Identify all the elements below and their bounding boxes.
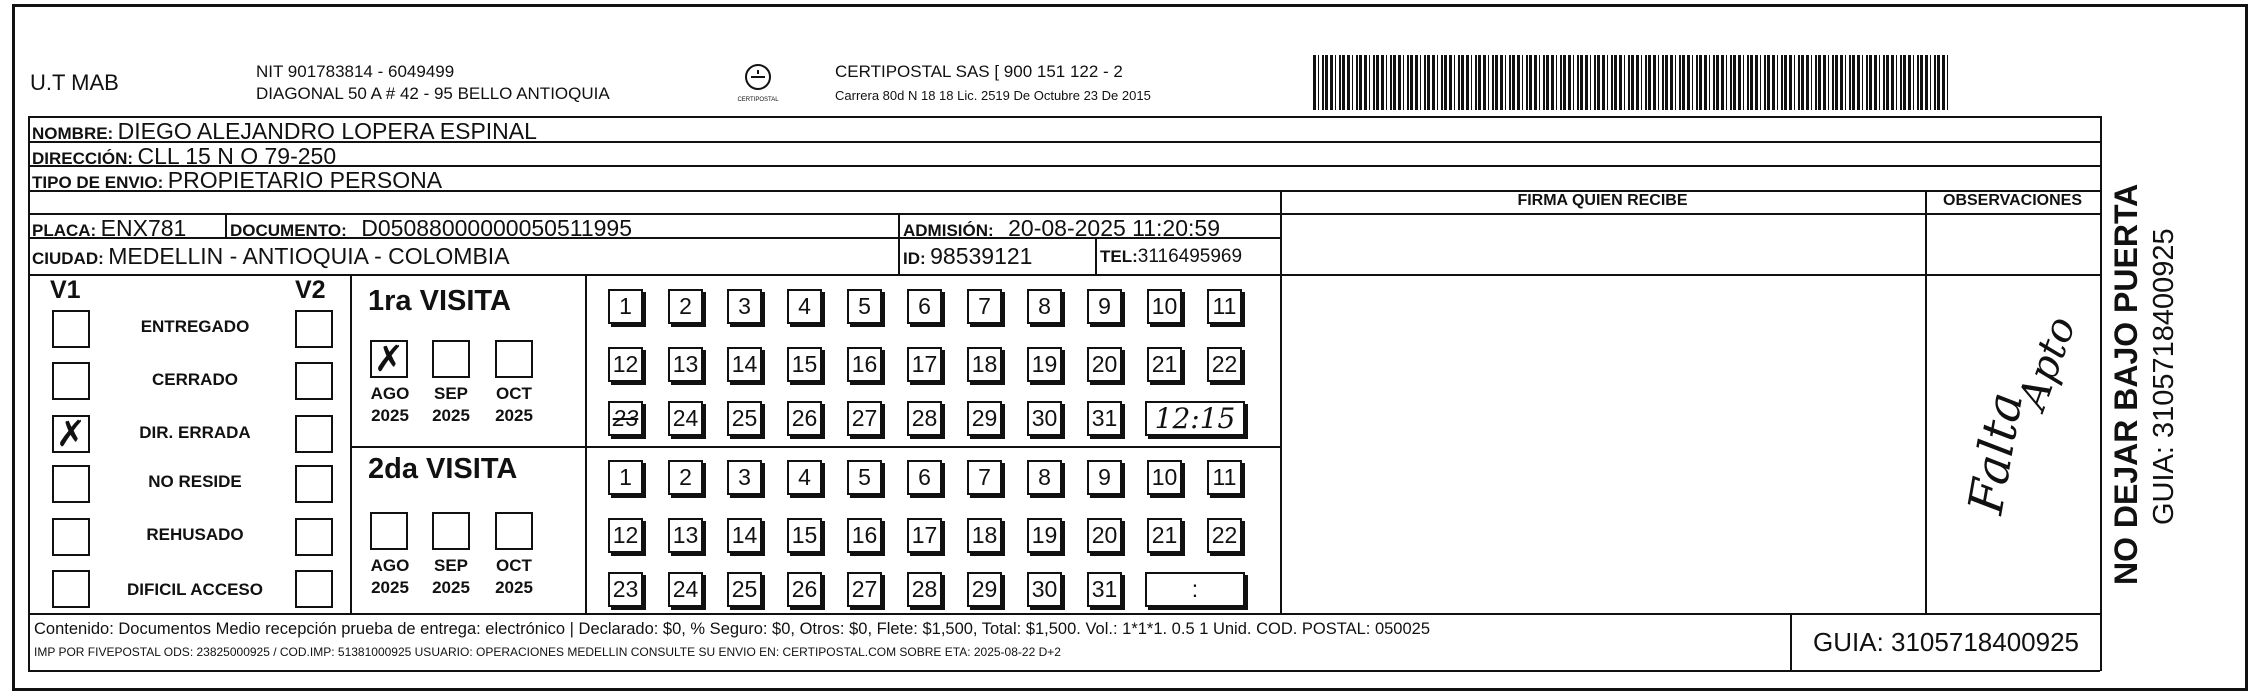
- signature-header: FIRMA QUIEN RECIBE: [1517, 192, 1688, 209]
- status-label: ENTREGADO: [140, 317, 250, 336]
- company-address: DIAGONAL 50 A # 42 - 95 BELLO ANTIOQUIA: [256, 84, 610, 103]
- plate-label: PLACA:: [32, 221, 97, 240]
- day-box[interactable]: 3: [727, 460, 762, 495]
- status-label: DIFICIL ACCESO: [126, 580, 263, 599]
- month-checkbox[interactable]: [495, 340, 533, 378]
- row-address: [32, 143, 336, 170]
- first-visit-title: 1ra VISITA: [368, 285, 511, 317]
- day-box[interactable]: 25: [727, 572, 762, 607]
- admission-value: 20-08-2025 11:20:59: [1008, 215, 1220, 241]
- city-label: CIUDAD:: [32, 249, 104, 268]
- day-box[interactable]: 19: [1027, 347, 1062, 382]
- day-box[interactable]: 9: [1087, 289, 1122, 324]
- month-label: SEP 2025: [432, 556, 470, 597]
- day-box[interactable]: 4: [787, 289, 822, 324]
- status-checkbox-v1[interactable]: [52, 518, 90, 556]
- v1-label: V1: [50, 276, 81, 304]
- day-box[interactable]: 30: [1027, 401, 1062, 436]
- day-box[interactable]: 6: [907, 460, 942, 495]
- name-label: NOMBRE:: [32, 124, 114, 143]
- row-plate: [32, 215, 186, 242]
- row-name: [32, 118, 537, 145]
- month-label: AGO 2025: [370, 384, 410, 425]
- day-box[interactable]: 26: [787, 572, 822, 607]
- day-box[interactable]: 24: [668, 401, 703, 436]
- month-checkbox[interactable]: [370, 512, 408, 550]
- courier-name: CERTIPOSTAL SAS [ 900 151 122 - 2: [835, 62, 1123, 81]
- month-checkbox-checked[interactable]: [370, 340, 408, 378]
- day-box[interactable]: 15: [787, 347, 822, 382]
- day-box[interactable]: 1: [608, 289, 643, 324]
- day-box[interactable]: 24: [668, 572, 703, 607]
- day-box[interactable]: 18: [967, 347, 1002, 382]
- month-label: OCT 2025: [495, 556, 533, 597]
- status-checkbox-v2[interactable]: [295, 310, 333, 348]
- courier-license: Carrera 80d N 18 18 Lic. 2519 De Octubre 23 De 2015: [835, 88, 1151, 103]
- barcode: [1313, 55, 1949, 110]
- day-box[interactable]: 29: [967, 401, 1002, 436]
- day-box[interactable]: 13: [668, 347, 703, 382]
- status-label: NO RESIDE: [148, 472, 242, 491]
- check-mark-icon: ✗: [55, 413, 87, 454]
- day-box[interactable]: 21: [1147, 518, 1182, 553]
- day-box[interactable]: 31: [1087, 572, 1122, 607]
- day-box[interactable]: 10: [1147, 289, 1182, 324]
- footer-guide-number: GUIA: 3105718400925: [1813, 627, 2079, 657]
- month-checkbox[interactable]: [495, 512, 533, 550]
- month-checkbox[interactable]: [432, 512, 470, 550]
- month-label: SEP 2025: [432, 384, 470, 425]
- day-box[interactable]: 16: [847, 518, 882, 553]
- status-checkbox-v2[interactable]: [295, 415, 333, 453]
- time-box[interactable]: :: [1145, 572, 1245, 607]
- second-visit-title: 2da VISITA: [368, 453, 518, 485]
- footer-print-info: IMP POR FIVEPOSTAL ODS: 23825000925 / COD.IMP: 51381000925 USUARIO: OPERACIONES MEDELLIN CONSULTE SU ENVIO EN: CERTIPOSTAL.COM SOBRE ETA: 2025-08-22 D+2: [34, 645, 1061, 659]
- status-checkbox-v2[interactable]: [295, 362, 333, 400]
- day-box[interactable]: 23: [608, 401, 643, 436]
- day-box[interactable]: 14: [727, 518, 762, 553]
- status-checkbox-v1[interactable]: [52, 362, 90, 400]
- day-box[interactable]: 2: [668, 289, 703, 324]
- id-label: ID:: [903, 249, 926, 268]
- day-box[interactable]: 1: [608, 460, 643, 495]
- day-box[interactable]: 20: [1087, 518, 1122, 553]
- address-label: DIRECCIÓN:: [32, 149, 134, 168]
- row-tel: [1100, 246, 1242, 268]
- status-label: REHUSADO: [146, 525, 244, 544]
- day-box[interactable]: 17: [907, 518, 942, 553]
- recipient-name: DIEGO ALEJANDRO LOPERA ESPINAL: [117, 118, 537, 144]
- day-box[interactable]: 9: [1087, 460, 1122, 495]
- status-label: CERRADO: [152, 370, 238, 389]
- status-checkbox-v1[interactable]: [52, 465, 90, 503]
- day-box[interactable]: 2: [668, 460, 703, 495]
- month-label: OCT 2025: [495, 384, 533, 425]
- plate-value: ENX781: [100, 215, 187, 241]
- side-warning: NO DEJAR BAJO PUERTA: [2108, 183, 2144, 585]
- day-box[interactable]: 10: [1147, 460, 1182, 495]
- document-label: DOCUMENTO:: [230, 221, 347, 240]
- day-box[interactable]: 18: [967, 518, 1002, 553]
- status-checkbox-v1[interactable]: [52, 570, 90, 608]
- handwritten-note: Apto: [2009, 310, 2086, 416]
- day-box[interactable]: 11: [1207, 460, 1242, 495]
- id-value: 98539121: [930, 243, 1033, 269]
- row-id: [903, 243, 1032, 270]
- status-checkbox-v1[interactable]: [52, 310, 90, 348]
- day-box[interactable]: 11: [1207, 289, 1242, 324]
- company-nit: NIT 901783814 - 6049499: [256, 62, 455, 81]
- day-box[interactable]: 30: [1027, 572, 1062, 607]
- day-box[interactable]: 22: [1207, 518, 1242, 553]
- footer-contents: Contenido: Documentos Medio recepción prueba de entrega: electrónico | Declarado: $0, % Seguro: $0, Otros: $0, Flete: $1,500, Total: $1,500. Vol.: 1*1*1. 0.5 1 Unid. COD. POSTAL: 050025: [34, 620, 1431, 638]
- type-label: TIPO DE ENVIO:: [32, 173, 164, 192]
- day-box[interactable]: 28: [907, 401, 942, 436]
- tel-label: TEL:: [1100, 247, 1138, 266]
- day-box[interactable]: 7: [967, 460, 1002, 495]
- day-box[interactable]: 16: [847, 347, 882, 382]
- logo-text: CERTIPOSTAL: [737, 97, 779, 103]
- shipment-type: PROPIETARIO PERSONA: [167, 167, 443, 193]
- time-box[interactable]: 12:15: [1145, 401, 1245, 436]
- day-box[interactable]: 12: [608, 347, 643, 382]
- admission-label: ADMISIÓN:: [903, 221, 994, 240]
- status-label: DIR. ERRADA: [139, 423, 251, 442]
- day-box[interactable]: 15: [787, 518, 822, 553]
- day-box[interactable]: 13: [668, 518, 703, 553]
- day-box[interactable]: 5: [847, 460, 882, 495]
- day-box[interactable]: 20: [1087, 347, 1122, 382]
- day-box[interactable]: 21: [1147, 347, 1182, 382]
- day-box[interactable]: 23: [608, 572, 643, 607]
- day-box[interactable]: 29: [967, 572, 1002, 607]
- tel-value: 3116495969: [1137, 246, 1243, 267]
- day-box[interactable]: 6: [907, 289, 942, 324]
- month-checkbox[interactable]: [432, 340, 470, 378]
- courier-logo: [735, 62, 781, 103]
- day-box[interactable]: 25: [727, 401, 762, 436]
- day-box[interactable]: 27: [847, 572, 882, 607]
- company-name: U.T MAB: [30, 70, 119, 95]
- day-box[interactable]: 8: [1027, 460, 1062, 495]
- month-label: AGO 2025: [370, 556, 410, 597]
- observations-header: OBSERVACIONES: [1943, 192, 2082, 209]
- row-document: [230, 215, 632, 242]
- day-box[interactable]: 28: [907, 572, 942, 607]
- day-box[interactable]: 7: [967, 289, 1002, 324]
- day-box[interactable]: 12: [608, 518, 643, 553]
- v2-label: V2: [295, 276, 326, 304]
- handwritten-note: Falta: [1957, 388, 2035, 518]
- day-box[interactable]: 8: [1027, 289, 1062, 324]
- status-checkbox-v2[interactable]: [295, 518, 333, 556]
- day-box[interactable]: 5: [847, 289, 882, 324]
- day-box[interactable]: 26: [787, 401, 822, 436]
- status-checkbox-v2[interactable]: [295, 465, 333, 503]
- day-box[interactable]: 3: [727, 289, 762, 324]
- status-checkbox-v1-checked[interactable]: [52, 415, 90, 453]
- check-mark-icon: ✗: [373, 338, 405, 379]
- day-box[interactable]: 17: [907, 347, 942, 382]
- logo-icon: [743, 62, 773, 92]
- day-box[interactable]: 4: [787, 460, 822, 495]
- recipient-address: CLL 15 N O 79-250: [137, 143, 337, 169]
- side-guide-number: GUIA: 3105718400925: [2148, 228, 2180, 525]
- row-admission: [903, 215, 1220, 242]
- day-box[interactable]: 31: [1087, 401, 1122, 436]
- day-box[interactable]: 14: [727, 347, 762, 382]
- row-type: [32, 167, 442, 194]
- row-city: [32, 243, 510, 270]
- day-box[interactable]: 22: [1207, 347, 1242, 382]
- city-value: MEDELLIN - ANTIOQUIA - COLOMBIA: [108, 243, 510, 269]
- status-checkbox-v2[interactable]: [295, 570, 333, 608]
- document-value: D05088000000050511995: [361, 215, 632, 241]
- day-box[interactable]: 19: [1027, 518, 1062, 553]
- day-box[interactable]: 27: [847, 401, 882, 436]
